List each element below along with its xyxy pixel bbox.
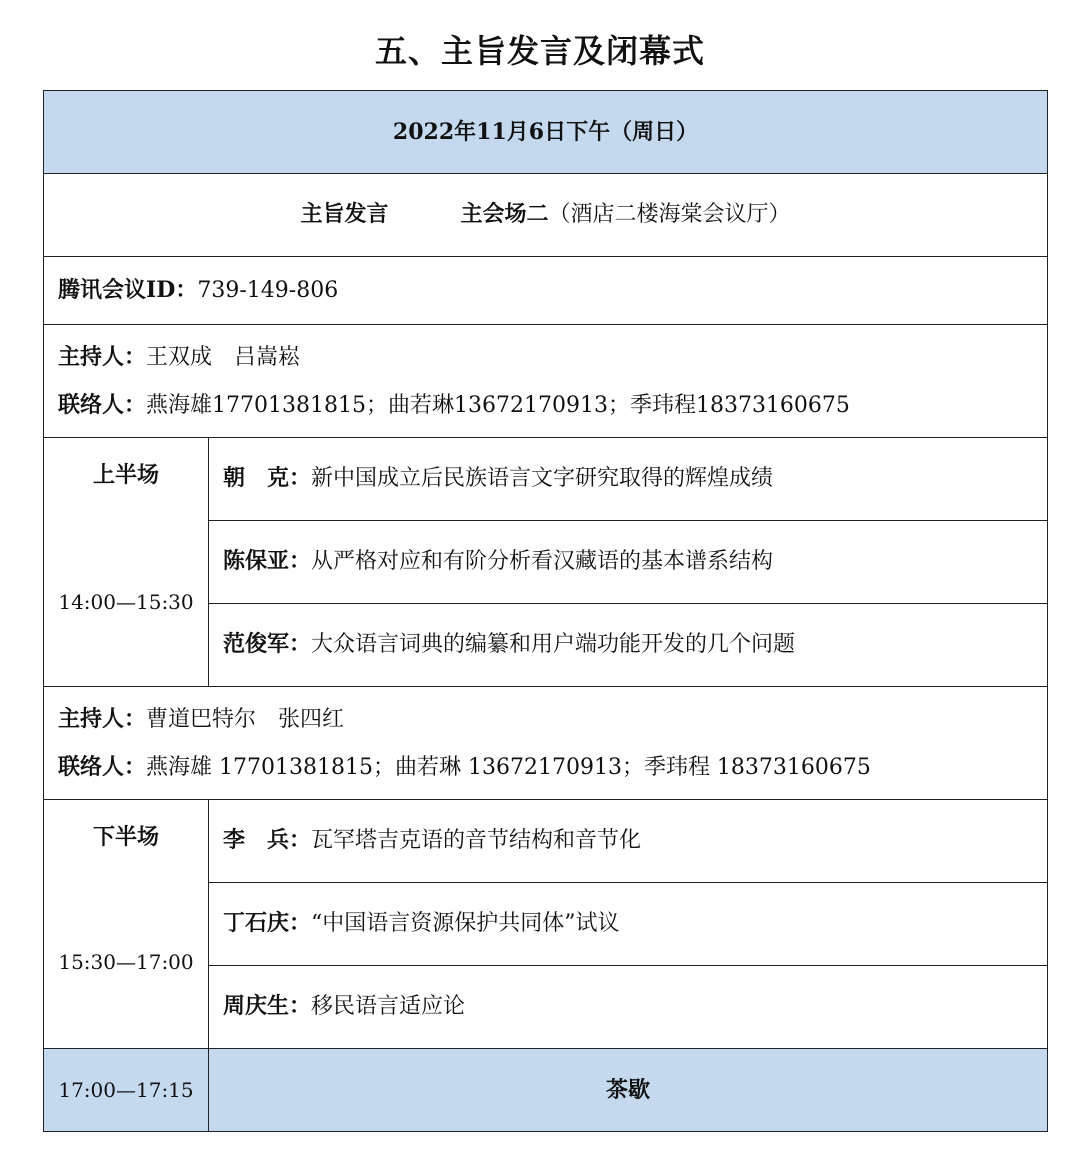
talk-speaker: 周庆生： — [223, 993, 312, 1020]
talk-item — [209, 521, 1048, 604]
session1-hosts: 王双成 吕嵩崧 — [146, 345, 301, 370]
session1-time: 14:00—15:30 — [58, 590, 194, 614]
talk-speaker: 李 兵： — [223, 827, 312, 854]
schedule-table — [43, 90, 1048, 1132]
date-header: 2022年11月6日下午（周日） — [44, 91, 1048, 174]
talk-topic: 移民语言适应论 — [311, 994, 466, 1020]
session2-time: 15:30—17:00 — [58, 950, 194, 974]
talk-item — [209, 966, 1048, 1049]
talk-item — [209, 604, 1048, 687]
page-title: 五、主旨发言及闭幕式 — [374, 32, 705, 70]
tencent-meeting-label: 腾讯会议ID： — [58, 276, 198, 303]
session2-host-label: 主持人： — [58, 706, 147, 732]
session1-half-label: 上半场 — [92, 462, 159, 488]
date-header-row — [44, 91, 1048, 174]
session2-hosts: 曹道巴特尔 张四红 — [146, 707, 345, 732]
talk-topic: 新中国成立后民族语言文字研究取得的辉煌成绩 — [311, 466, 774, 492]
talk-speaker: 朝 克： — [223, 465, 312, 492]
talk-topic: “中国语言资源保护共同体”试议 — [311, 911, 620, 937]
session2-contact-line — [58, 743, 1047, 791]
talk-topic: 瓦罕塔吉克语的音节结构和音节化 — [311, 828, 642, 854]
session1-host-cell — [44, 325, 1048, 438]
keynote-cell — [44, 174, 1048, 257]
keynote-label: 主旨发言 — [300, 201, 389, 228]
tencent-meeting-cell — [44, 257, 1048, 325]
session1-host-row — [44, 325, 1048, 438]
session2-contacts: 燕海雄 17701381815；曲若琳 13672170913；季玮程 18373160675 — [146, 755, 871, 780]
tencent-meeting-id: 739-149-806 — [197, 277, 339, 303]
session2-talk-row — [44, 800, 1048, 883]
talk-item — [209, 883, 1048, 966]
venue-label: 主会场二 — [460, 201, 549, 228]
talk-item — [209, 800, 1048, 883]
talk-speaker: 范俊军： — [223, 631, 312, 658]
talk-topic: 从严格对应和有阶分析看汉藏语的基本谱系结构 — [311, 549, 774, 575]
session1-half-cell — [44, 438, 209, 687]
session2-half-label: 下半场 — [92, 824, 159, 850]
keynote-row — [44, 174, 1048, 257]
tencent-meeting-row — [44, 257, 1048, 325]
session1-contact-line — [58, 381, 1047, 429]
session2-host-row — [44, 687, 1048, 800]
talk-speaker: 陈保亚： — [223, 548, 312, 575]
session1-contacts: 燕海雄17701381815；曲若琳13672170913；季玮程18373160675 — [146, 393, 850, 418]
talk-speaker: 丁石庆： — [223, 910, 312, 937]
session2-host-cell — [44, 687, 1048, 800]
session1-host-label: 主持人： — [58, 344, 147, 370]
tea-break-time: 17:00—17:15 — [44, 1049, 209, 1132]
session2-contact-label: 联络人： — [58, 754, 147, 780]
venue-detail: （酒店二楼海棠会议厅） — [548, 202, 791, 228]
session1-contact-label: 联络人： — [58, 392, 147, 418]
session1-host-line — [58, 333, 1047, 381]
talk-item — [209, 438, 1048, 521]
session1-talk-row — [44, 438, 1048, 521]
session2-host-line — [58, 695, 1047, 743]
session2-half-cell — [44, 800, 209, 1049]
talk-topic: 大众语言词典的编纂和用户端功能开发的几个问题 — [311, 632, 796, 658]
tea-break-row — [44, 1049, 1048, 1132]
tea-break-label: 茶歇 — [209, 1049, 1048, 1132]
